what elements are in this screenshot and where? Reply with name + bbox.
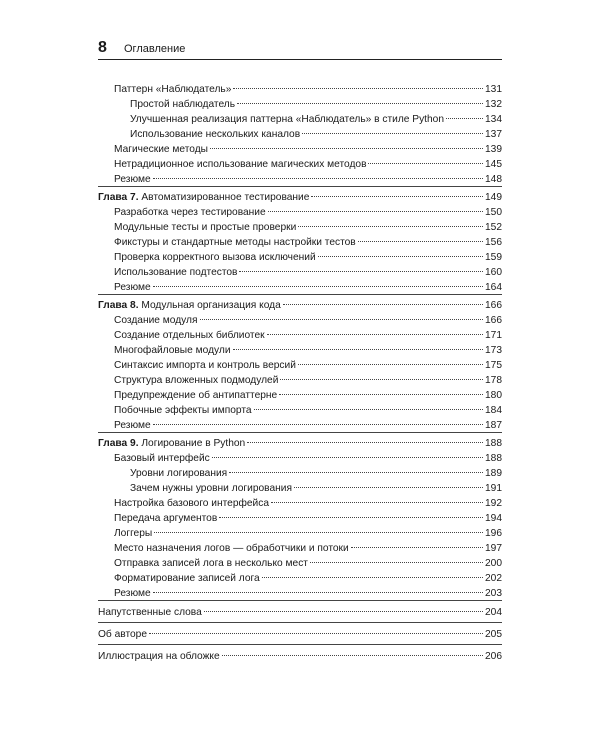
toc-entry[interactable] <box>114 419 502 433</box>
leader-dots <box>280 379 483 380</box>
leader-dots <box>200 319 484 320</box>
section-divider <box>98 622 502 623</box>
toc-entry[interactable] <box>114 512 502 526</box>
toc-entry-page: 171 <box>485 330 502 341</box>
toc-entry-page: 203 <box>485 588 502 599</box>
header-rule <box>98 59 502 60</box>
toc-entry[interactable] <box>130 482 502 496</box>
toc-entry[interactable] <box>98 650 502 664</box>
toc-entry[interactable] <box>130 128 502 142</box>
leader-dots <box>233 349 483 350</box>
toc-entry-title: Уровни логирования <box>130 468 228 479</box>
toc-entry-page: 156 <box>485 237 502 248</box>
toc-entry[interactable] <box>130 467 502 481</box>
toc-entry[interactable] <box>130 113 502 127</box>
toc-entry[interactable] <box>114 344 502 358</box>
toc-entry-page: 184 <box>485 405 502 416</box>
leader-dots <box>358 241 483 242</box>
leader-dots <box>153 592 483 593</box>
toc-entry[interactable] <box>114 83 502 97</box>
toc-entry[interactable] <box>98 628 502 642</box>
toc-entry-title: Резюме <box>114 282 151 293</box>
toc-entry-page: 188 <box>485 453 502 464</box>
toc-entry[interactable] <box>114 542 502 556</box>
toc-entry-title: Использование подтестов <box>114 267 238 278</box>
toc-entry[interactable] <box>114 236 502 250</box>
toc-entry[interactable] <box>114 281 502 295</box>
leader-dots <box>153 424 483 425</box>
page-number: 8 <box>98 39 107 56</box>
toc-entry[interactable] <box>114 314 502 328</box>
toc-entry-title: Иллюстрация на обложке <box>98 651 220 662</box>
toc-entry-title: Об авторе <box>98 629 147 640</box>
toc-entry-title: Напутственные слова <box>98 607 202 618</box>
toc-entry-title: Фикстуры и стандартные методы настройки тестов <box>114 237 356 248</box>
toc-entry-title: Синтаксис импорта и контроль версий <box>114 360 296 371</box>
toc-entry-title: Настройка базового интерфейса <box>114 498 270 509</box>
leader-dots <box>267 334 483 335</box>
toc-entry-page: 178 <box>485 375 502 386</box>
toc-entry[interactable] <box>114 359 502 373</box>
leader-dots <box>212 457 483 458</box>
toc-entry[interactable] <box>130 98 502 112</box>
leader-dots <box>153 178 483 179</box>
leader-dots <box>229 472 483 473</box>
toc-entry-title: Базовый интерфейс <box>114 453 210 464</box>
toc-entry-title: Модульные тесты и простые проверки <box>114 222 297 233</box>
toc-entry-page: 180 <box>485 390 502 401</box>
leader-dots <box>153 286 483 287</box>
leader-dots <box>219 517 483 518</box>
toc-entry[interactable] <box>114 404 502 418</box>
toc-entry-page: 206 <box>485 651 502 662</box>
leader-dots <box>222 655 483 656</box>
toc-entry-title: Логгеры <box>114 528 153 539</box>
toc-entry-page: 152 <box>485 222 502 233</box>
leader-dots <box>247 442 483 443</box>
toc-entry-page: 139 <box>485 144 502 155</box>
toc-entry-title: Автоматизированное тестирование <box>141 192 310 203</box>
toc-entry[interactable] <box>114 452 502 466</box>
toc-entry-title: Резюме <box>114 174 151 185</box>
toc-entry-page: 164 <box>485 282 502 293</box>
toc-entry-title: Нетрадиционное использование магических методов <box>114 159 367 170</box>
toc-entry-page: 175 <box>485 360 502 371</box>
toc-entry-title: Отправка записей лога в несколько мест <box>114 558 308 569</box>
toc-entry[interactable] <box>114 251 502 265</box>
leader-dots <box>298 226 483 227</box>
toc-entry-page: 160 <box>485 267 502 278</box>
toc-chapter-7[interactable] <box>98 191 502 205</box>
toc-entry-title: Резюме <box>114 420 151 431</box>
leader-dots <box>279 394 483 395</box>
leader-dots <box>237 103 483 104</box>
toc-entry-page: 134 <box>485 114 502 125</box>
section-divider <box>98 644 502 645</box>
toc-entry-title: Простой наблюдатель <box>130 99 236 110</box>
chapter-label: Глава 8. <box>98 300 139 311</box>
toc-entry-title: Разработка через тестирование <box>114 207 266 218</box>
toc-entry-page: 197 <box>485 543 502 554</box>
leader-dots <box>268 211 483 212</box>
leader-dots <box>283 304 483 305</box>
toc-entry[interactable] <box>114 572 502 586</box>
leader-dots <box>318 256 483 257</box>
leader-dots <box>298 364 483 365</box>
chapter-label: Глава 7. <box>98 192 139 203</box>
toc-entry-page: 200 <box>485 558 502 569</box>
toc-entry-page: 205 <box>485 629 502 640</box>
leader-dots <box>351 547 483 548</box>
leader-dots <box>254 409 483 410</box>
toc-entry-page: 150 <box>485 207 502 218</box>
toc-entry[interactable] <box>114 587 502 601</box>
toc-entry-title: Многофайловые модули <box>114 345 231 356</box>
toc-entry-page: 204 <box>485 607 502 618</box>
toc-entry-page: 149 <box>485 192 502 203</box>
leader-dots <box>262 577 483 578</box>
toc-entry[interactable] <box>98 606 502 620</box>
leader-dots <box>446 118 483 119</box>
toc-entry[interactable] <box>114 557 502 571</box>
section-title: Оглавление <box>124 43 186 55</box>
section-divider <box>98 186 502 187</box>
toc-entry-page: 132 <box>485 99 502 110</box>
toc-entry-title: Структура вложенных подмодулей <box>114 375 279 386</box>
toc-entry-title: Зачем нужны уровни логирования <box>130 483 292 494</box>
toc-entry-title: Использование нескольких каналов <box>130 129 301 140</box>
toc-entry-title: Магические методы <box>114 144 208 155</box>
toc-entry[interactable] <box>114 329 502 343</box>
chapter-label: Глава 9. <box>98 438 139 449</box>
toc-entry-page: 189 <box>485 468 502 479</box>
leader-dots <box>271 502 483 503</box>
toc-entry-title: Логирование в Python <box>141 438 246 449</box>
toc-entry-title: Место назначения логов — обработчики и потоки <box>114 543 349 554</box>
toc-entry-title: Паттерн «Наблюдатель» <box>114 84 232 95</box>
leader-dots <box>154 532 483 533</box>
toc-entry[interactable] <box>114 374 502 388</box>
toc-entry[interactable] <box>114 221 502 235</box>
leader-dots <box>233 88 483 89</box>
toc-entry-page: 166 <box>485 300 502 311</box>
section-divider <box>98 432 502 433</box>
toc-entry-title: Форматирование записей лога <box>114 573 260 584</box>
toc-entry-page: 148 <box>485 174 502 185</box>
toc-entry-page: 131 <box>485 84 502 95</box>
page-header <box>98 38 502 60</box>
leader-dots <box>368 163 483 164</box>
toc-entry-title: Создание модуля <box>114 315 198 326</box>
toc-entry-title: Передача аргументов <box>114 513 218 524</box>
toc-entry-page: 202 <box>485 573 502 584</box>
leader-dots <box>149 633 483 634</box>
leader-dots <box>239 271 483 272</box>
toc-entry[interactable] <box>114 389 502 403</box>
toc-chapter-9[interactable] <box>98 437 502 451</box>
toc-entry-page: 191 <box>485 483 502 494</box>
toc-entry[interactable] <box>114 173 502 187</box>
toc-entry-title: Резюме <box>114 588 151 599</box>
leader-dots <box>310 562 483 563</box>
toc-entry-page: 188 <box>485 438 502 449</box>
toc-entry-page: 194 <box>485 513 502 524</box>
toc-entry[interactable] <box>114 206 502 220</box>
toc-entry-page: 159 <box>485 252 502 263</box>
toc-entry-page: 166 <box>485 315 502 326</box>
toc-entry-page: 173 <box>485 345 502 356</box>
toc-entry[interactable] <box>114 143 502 157</box>
toc-entry-page: 187 <box>485 420 502 431</box>
toc-entry-page: 192 <box>485 498 502 509</box>
leader-dots <box>302 133 483 134</box>
leader-dots <box>210 148 483 149</box>
toc-entry-page: 145 <box>485 159 502 170</box>
toc-entry[interactable] <box>114 266 502 280</box>
toc-entry-title: Создание отдельных библиотек <box>114 330 265 341</box>
toc-entry-title: Предупреждение об антипаттерне <box>114 390 278 401</box>
toc-entry[interactable] <box>114 497 502 511</box>
section-divider <box>98 294 502 295</box>
toc-entry-page: 137 <box>485 129 502 140</box>
section-divider <box>98 600 502 601</box>
toc-chapter-8[interactable] <box>98 299 502 313</box>
toc-entry-title: Проверка корректного вызова исключений <box>114 252 316 263</box>
leader-dots <box>311 196 483 197</box>
toc-entry-title: Модульная организация кода <box>141 300 281 311</box>
toc-entry[interactable] <box>114 158 502 172</box>
toc-entry-page: 196 <box>485 528 502 539</box>
toc-entry[interactable] <box>114 527 502 541</box>
toc-entry-title: Побочные эффекты импорта <box>114 405 252 416</box>
leader-dots <box>294 487 483 488</box>
leader-dots <box>204 611 483 612</box>
toc-entry-title: Улучшенная реализация паттерна «Наблюдатель» в стиле Python <box>130 114 444 125</box>
